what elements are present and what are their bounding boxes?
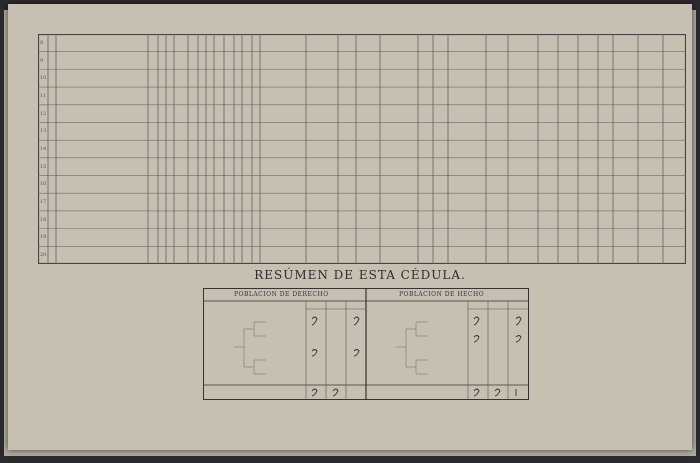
row-number: 14 xyxy=(40,146,47,152)
row-number: 13 xyxy=(40,128,47,135)
section-derecho: POBLACION DE DERECHO xyxy=(234,291,329,298)
instructions-right xyxy=(536,302,686,366)
row-number: 17 xyxy=(40,199,47,206)
row-number: 11 xyxy=(40,92,47,99)
summary-title: RESÚMEN DE ESTA CÉDULA. xyxy=(254,268,466,282)
summary-table xyxy=(203,288,529,400)
row-number: 12 xyxy=(40,110,47,117)
row-number: 15 xyxy=(40,163,47,170)
row-number: 8 xyxy=(40,39,44,46)
row-number: 10 xyxy=(40,75,47,82)
row-number: 18 xyxy=(40,216,47,223)
row-number: 19 xyxy=(40,234,47,241)
instructions-left xyxy=(42,302,192,366)
ledger-lines xyxy=(38,34,686,264)
ledger-grid xyxy=(38,34,686,264)
row-number: 16 xyxy=(40,181,47,188)
row-number: 20 xyxy=(40,252,47,259)
row-number: 9 xyxy=(40,57,44,64)
section-hecho: POBLACION DE HECHO xyxy=(399,291,485,298)
